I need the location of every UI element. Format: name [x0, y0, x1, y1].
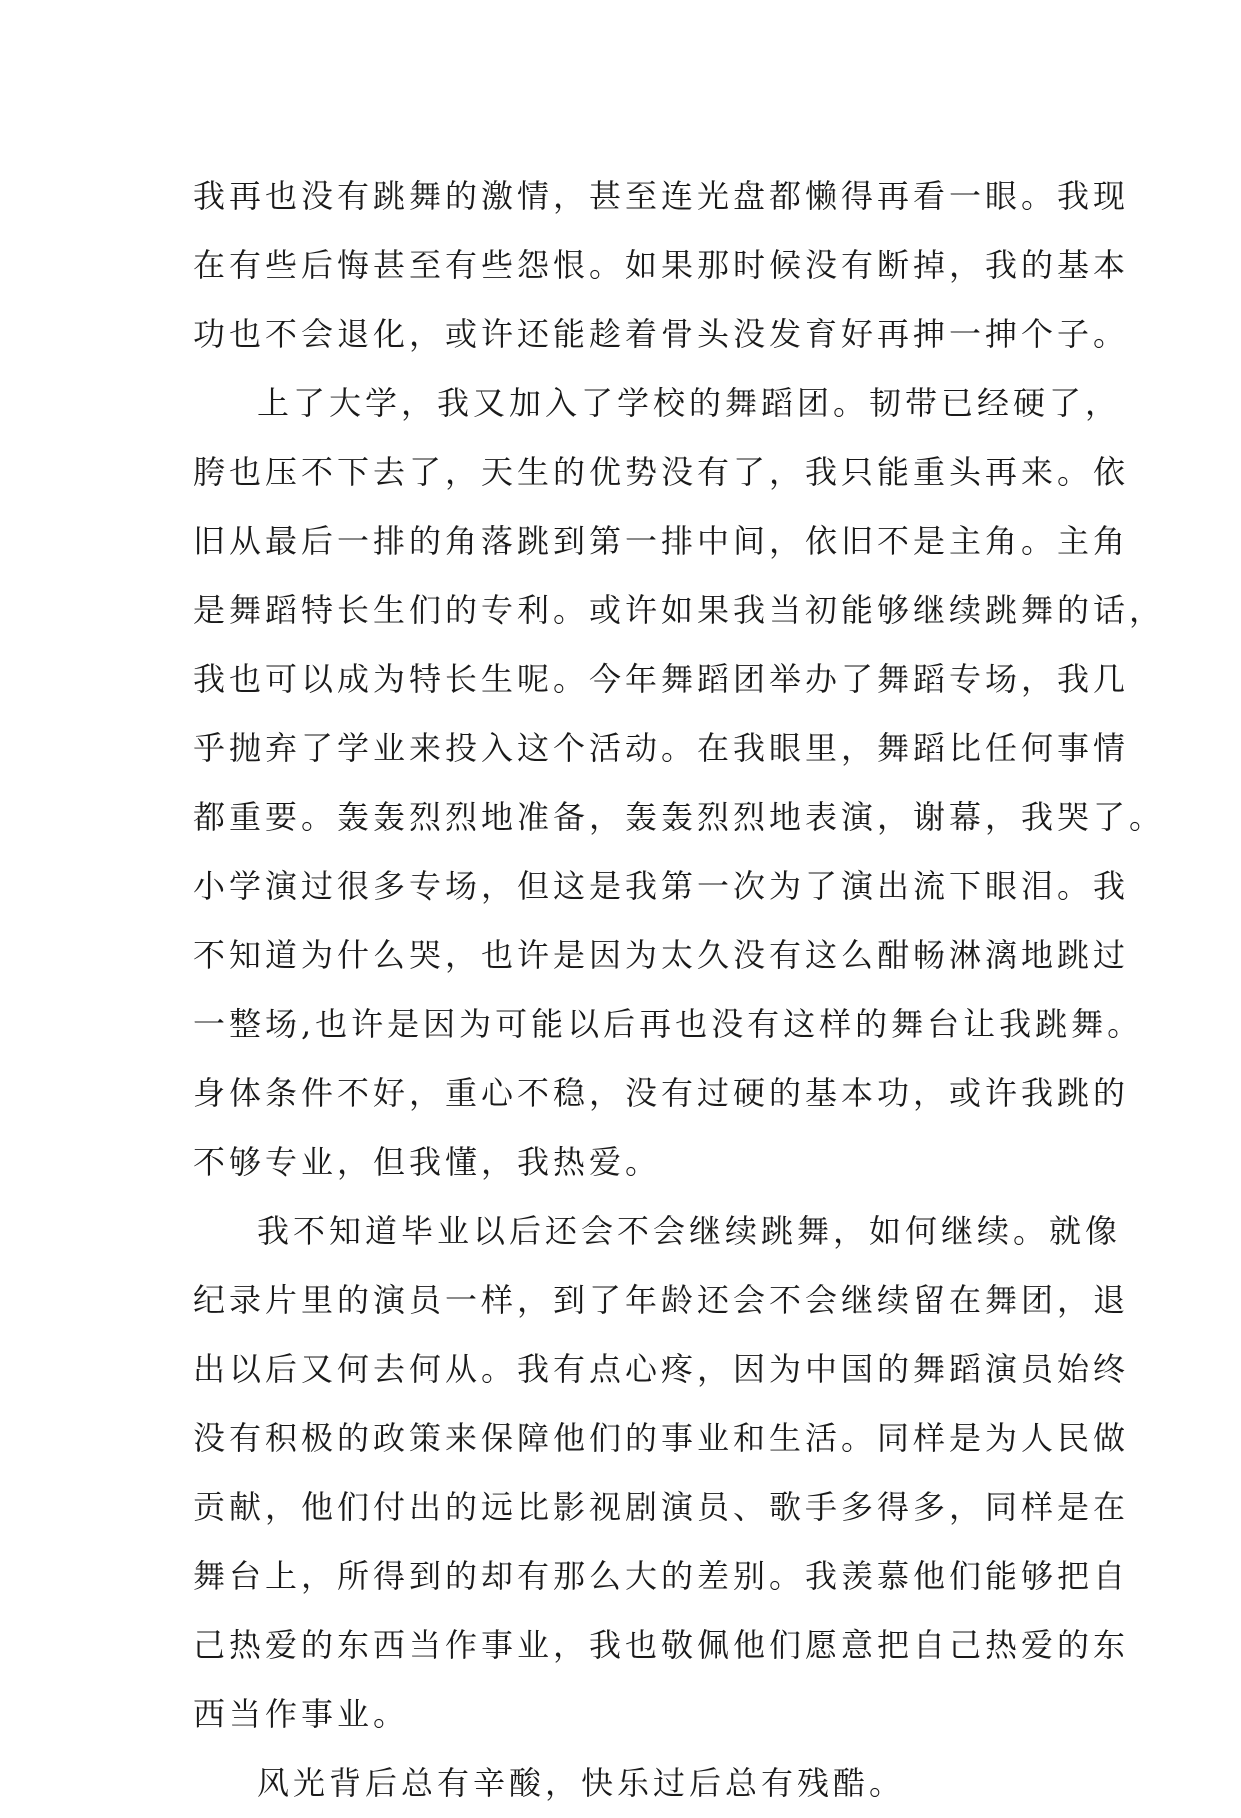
text-line: 己热爱的东西当作事业，我也敬佩他们愿意把自己热爱的东	[193, 1626, 1130, 1664]
text-line: 在有些后悔甚至有些怨恨。如果那时候没有断掉，我的基本	[193, 246, 1130, 284]
text-line: 乎抛弃了学业来投入这个活动。在我眼里，舞蹈比任何事情	[193, 729, 1130, 767]
text-line: 我不知道毕业以后还会不会继续跳舞，如何继续。就像	[257, 1212, 1122, 1250]
paragraph	[193, 369, 1166, 1197]
text-line: 功也不会退化，或许还能趁着骨头没发育好再抻一抻个子。	[193, 315, 1130, 353]
text-line: 不够专业，但我懂，我热爱。	[193, 1143, 662, 1181]
paragraph	[193, 1749, 1073, 1818]
text-line: 贡献，他们付出的远比影视剧演员、歌手多得多，同样是在	[193, 1488, 1130, 1526]
text-line: 没有积极的政策来保障他们的事业和生活。同样是为人民做	[193, 1419, 1130, 1457]
text-line: 小学演过很多专场，但这是我第一次为了演出流下眼泪。我	[193, 867, 1130, 905]
text-line: 风光背后总有辛酸，快乐过后总有残酷。	[257, 1764, 906, 1802]
paragraph	[193, 162, 1130, 369]
text-line: 我再也没有跳舞的激情，甚至连光盘都懒得再看一眼。我现	[193, 177, 1130, 215]
text-line: 纪录片里的演员一样，到了年龄还会不会继续留在舞团，退	[193, 1281, 1130, 1319]
text-line: 出以后又何去何从。我有点心疼，因为中国的舞蹈演员始终	[193, 1350, 1130, 1388]
text-line: 胯也压不下去了，天生的优势没有了，我只能重头再来。依	[193, 453, 1130, 491]
text-line: 西当作事业。	[193, 1695, 410, 1733]
document-body	[193, 162, 1166, 1818]
text-line: 旧从最后一排的角落跳到第一排中间，依旧不是主角。主角	[193, 522, 1130, 560]
text-line: 舞台上，所得到的却有那么大的差别。我羡慕他们能够把自	[193, 1557, 1130, 1595]
text-line: 是舞蹈特长生们的专利。或许如果我当初能够继续跳舞的话，	[193, 591, 1166, 629]
text-line: 一整场,也许是因为可能以后再也没有这样的舞台让我跳舞。	[193, 1005, 1144, 1043]
paragraph	[193, 1197, 1130, 1749]
text-line: 我也可以成为特长生呢。今年舞蹈团举办了舞蹈专场，我几	[193, 660, 1130, 698]
text-line: 不知道为什么哭，也许是因为太久没有这么酣畅淋漓地跳过	[193, 936, 1130, 974]
text-line: 都重要。轰轰烈烈地准备，轰轰烈烈地表演，谢幕，我哭了。	[193, 798, 1166, 836]
text-line: 身体条件不好，重心不稳，没有过硬的基本功，或许我跳的	[193, 1074, 1130, 1112]
text-line: 上了大学，我又加入了学校的舞蹈团。韧带已经硬了，	[257, 384, 1122, 422]
